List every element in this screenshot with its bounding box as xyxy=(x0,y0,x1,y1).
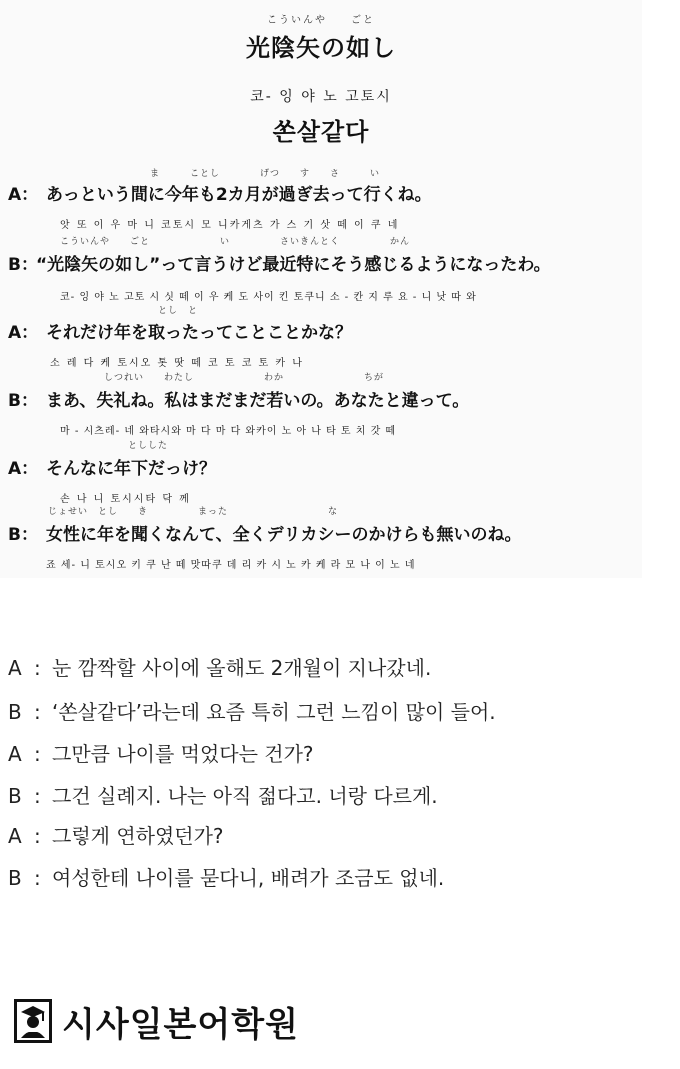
title-korean: 쏜살같다 xyxy=(272,118,370,146)
dialogue-speaker: B： xyxy=(8,525,38,545)
translation-text: 그만큼 나이를 먹었다는 건가? xyxy=(52,742,314,766)
translation-line xyxy=(8,820,224,849)
dialogue-korean-reading: 앗 또 이 우 마 니 코토시 모 니카게츠 가 스 기 삿 떼 이 쿠 네 xyxy=(60,220,400,231)
title-japanese: 光陰矢の如し xyxy=(246,34,396,62)
title-korean-reading: 코- 잉 야 노 고토시 xyxy=(250,89,392,105)
dialogue-korean-reading: 소 레 다 케 토시오 톳 땃 떼 코 토 코 토 카 나 xyxy=(50,358,304,369)
title-kor-reading-block xyxy=(0,86,642,106)
translation-speaker: A xyxy=(8,742,22,766)
graduate-icon xyxy=(14,999,52,1043)
translation-colon: : xyxy=(34,866,41,890)
dialogue-speaker: A： xyxy=(8,459,39,479)
dialogue-japanese: そんなに年下だっけ？ xyxy=(46,459,216,479)
translation-colon: : xyxy=(34,700,41,724)
dialogue-korean-reading: 코- 잉 야 노 고토 시 싯 떼 이 우 케 도 사이 킨 토쿠니 소 - 칸 지 루 요 - 니 낫 따 와 xyxy=(60,292,477,303)
title-jp-block xyxy=(0,28,642,63)
dialogue-japanese: まあ、失礼ね。私はまだまだ若いの。あなたと違って。 xyxy=(46,391,470,411)
dialogue-ruby: こういんや ごと い さいきんとく かん xyxy=(60,237,411,247)
dialogue-korean-reading: 죠 세- 니 토시오 키 쿠 난 떼 맛따쿠 데 리 카 시 노 카 케 라 모 나 이 노 네 xyxy=(46,560,416,571)
translation-text: 여성한테 나이를 묻다니, 배려가 조금도 없네. xyxy=(52,866,445,890)
translation-text: 눈 깜짝할 사이에 올해도 2개월이 지나갔네. xyxy=(52,656,432,680)
translation-text: 그렇게 연하였던가? xyxy=(52,824,224,848)
dialogue-ruby: ま ことし げつ す さ い xyxy=(150,169,381,179)
translation-speaker: A xyxy=(8,824,22,848)
translation-speaker: A xyxy=(8,656,22,680)
translation-colon: : xyxy=(34,784,41,808)
translation-colon: : xyxy=(34,656,41,680)
translation-speaker: B xyxy=(8,784,22,808)
translation-line xyxy=(8,862,444,891)
dialogue-japanese: 女性に年を聞くなんて、全くデリカシーのかけらも無いのね。 xyxy=(46,525,522,545)
dialogue-speaker: B： xyxy=(8,391,38,411)
translation-speaker: B xyxy=(8,700,22,724)
translation-line xyxy=(8,696,496,725)
dialogue-korean-reading: 손 나 니 토시시타 닥 께 xyxy=(60,494,191,505)
dialogue-korean-reading: 마 - 시츠레- 네 와타시와 마 다 마 다 와카이 노 아 나 타 토 치 갓 떼 xyxy=(60,426,397,437)
academy-name: 시사일본어학원 xyxy=(62,1004,299,1045)
translation-line xyxy=(8,652,431,681)
translation-colon: : xyxy=(34,824,41,848)
translation-line xyxy=(8,780,438,809)
translation-line xyxy=(8,738,314,767)
dialogue-ruby: とし と xyxy=(158,306,199,316)
translation-text: 그건 실례지. 나는 아직 젊다고. 너랑 다르게. xyxy=(52,784,438,808)
title-ruby xyxy=(0,8,642,27)
dialogue-speaker: A： xyxy=(8,323,39,343)
translation-text: ‘쏜살같다’라는데 요즘 특히 그런 느낌이 많이 들어. xyxy=(52,700,496,724)
translation-speaker: B xyxy=(8,866,22,890)
title-furigana: こういんや ごと xyxy=(267,15,375,26)
dialogue-ruby: じょせい とし き まった な xyxy=(48,507,339,517)
translation-colon: : xyxy=(34,742,41,766)
dialogue-japanese: あっという間に今年も2カ月が過ぎ去って行くね。 xyxy=(46,185,432,205)
dialogue-speaker: A： xyxy=(8,185,39,205)
dialogue-ruby: しつれい わたし わか ちが xyxy=(104,373,385,383)
dialogue-speaker: B： xyxy=(8,255,38,275)
dialogue-ruby: としした xyxy=(128,441,169,451)
title-kor-block xyxy=(0,112,642,147)
dialogue-japanese: “光陰矢の如し”って言うけど最近特にそう感じるようになったわ。 xyxy=(36,255,551,275)
dialogue-japanese: それだけ年を取ったってことことかな？ xyxy=(46,323,352,343)
academy-logo xyxy=(14,996,299,1046)
